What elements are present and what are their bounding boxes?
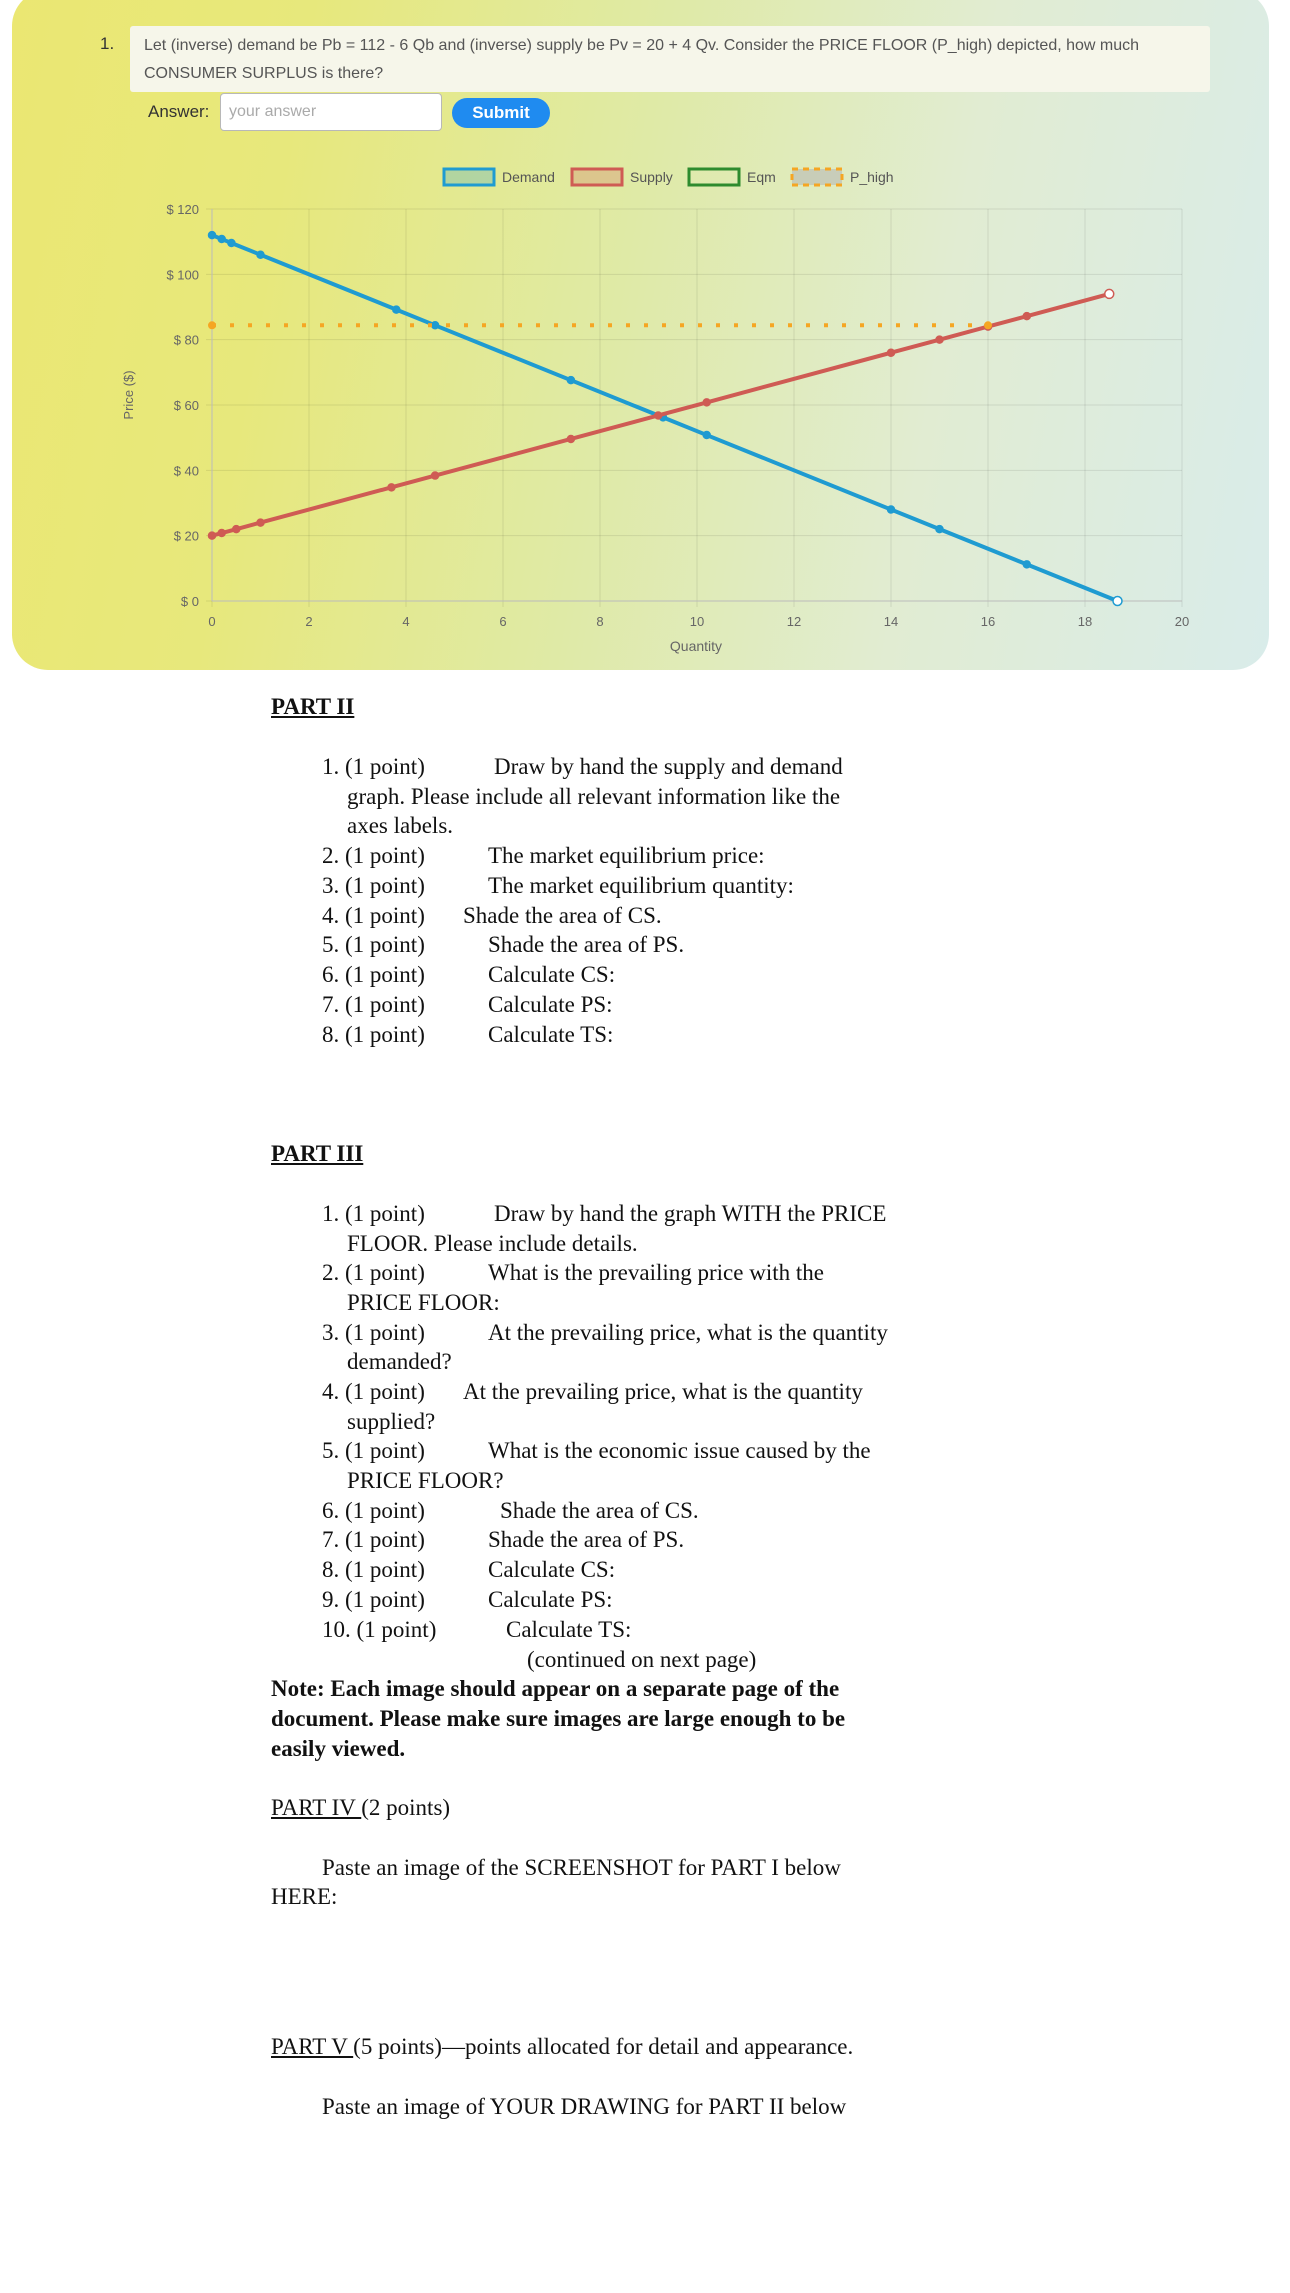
y-tick-label: $ 100: [166, 267, 199, 283]
x-axis-label: Quantity: [669, 638, 723, 654]
demand-point: [228, 239, 235, 246]
legend-label-demand: Demand: [502, 169, 555, 185]
x-tick-label: 12: [786, 614, 802, 629]
legend-label-supply: Supply: [630, 169, 673, 185]
supply-point: [655, 412, 662, 419]
p3-item-5-cont: PRICE FLOOR?: [347, 1468, 504, 1493]
x-tick-label: 8: [596, 614, 604, 629]
y-tick-label: $ 20: [173, 528, 199, 544]
supply-point: [1023, 313, 1030, 320]
continued-note: (continued on next page): [527, 1647, 757, 1672]
question-number: 1.: [100, 34, 115, 53]
chart-axes: [166, 202, 1189, 629]
demand-point: [888, 506, 895, 513]
y-tick-label: $ 0: [180, 594, 199, 609]
demand-point: [257, 251, 264, 258]
p3-item-1-text: Draw by hand the graph WITH the PRICE: [494, 1201, 887, 1226]
y-axis-label: Price ($): [121, 370, 136, 420]
supply-point: [233, 526, 240, 533]
p3-item-2-text: What is the prevailing price with the: [488, 1260, 824, 1285]
y-tick-label: $ 60: [173, 398, 199, 413]
note-line: easily viewed.: [271, 1736, 406, 1761]
note-line: Note: Each image should appear on a separate page of the: [271, 1676, 840, 1701]
part4-heading-line: [271, 1793, 450, 1822]
question-card: [12, 0, 1269, 670]
p3-item-7-text: Shade the area of PS.: [488, 1527, 685, 1552]
y-tick-label: $ 120: [166, 202, 199, 217]
p3-item-3-num: 3. (1 point): [322, 1320, 425, 1345]
p-high-point: [984, 321, 992, 329]
question-text: Let (inverse) demand be Pb = 112 - 6 Qb and (inverse) supply be Pv = 20 + 4 Qv. Consider the PRICE FLOOR (P_high) depicted, how much CONSUMER SURPLUS is there?: [144, 37, 1140, 82]
p3-item-9-num: 9. (1 point): [322, 1587, 425, 1612]
supply-demand-chart: [12, 0, 1269, 670]
part5-heading-line: [271, 2032, 853, 2061]
p3-item-3-text: At the prevailing price, what is the quantity: [488, 1320, 888, 1345]
p3-item-7-num: 7. (1 point): [322, 1527, 425, 1552]
p3-item-2-num: 2. (1 point): [322, 1260, 425, 1285]
p3-item-1-num: 1. (1 point): [322, 1201, 425, 1226]
p3-item-4-cont: supplied?: [347, 1409, 436, 1434]
legend-swatch-eqm: [689, 169, 739, 185]
note-line: document. Please make sure images are large enough to be: [271, 1706, 846, 1731]
part4-text: HERE:: [271, 1884, 338, 1909]
p2-item-1-text: Draw by hand the supply and demand: [494, 754, 843, 779]
chart-series: [208, 232, 1122, 606]
part2-heading: PART II: [271, 694, 355, 719]
x-tick-label: 0: [208, 614, 216, 629]
legend-swatch-supply: [572, 169, 622, 185]
legend-label-eqm: Eqm: [747, 169, 776, 185]
supply-point: [432, 472, 439, 479]
p3-item-1-cont: FLOOR. Please include details.: [347, 1231, 638, 1256]
p2-item-2-text: The market equilibrium price:: [488, 843, 765, 868]
part4-text: Paste an image of the SCREENSHOT for PART I below: [322, 1855, 841, 1880]
demand-point: [936, 526, 943, 533]
p3-item-10-num: 10. (1 point): [322, 1617, 437, 1642]
submit-button[interactable]: Submit: [452, 98, 550, 128]
p-high-point: [208, 321, 216, 329]
part3-heading: PART III: [271, 1141, 364, 1166]
part4-points: (2 points): [361, 1795, 451, 1820]
part5-points: (5 points)—points allocated for detail and appearance.: [353, 2034, 854, 2059]
demand-point: [218, 236, 225, 243]
x-tick-label: 16: [980, 614, 996, 629]
p2-item-5-text: Shade the area of PS.: [488, 932, 685, 957]
p2-item-4-num: 4. (1 point): [322, 903, 425, 928]
supply-point: [936, 336, 943, 343]
p2-item-3-text: The market equilibrium quantity:: [488, 873, 794, 898]
p3-item-4-num: 4. (1 point): [322, 1379, 425, 1404]
p2-item-8-num: 8. (1 point): [322, 1022, 425, 1047]
p2-item-4-text: Shade the area of CS.: [463, 903, 662, 928]
part5-heading: PART V: [271, 2034, 354, 2059]
demand-point: [393, 306, 400, 313]
p3-item-5-num: 5. (1 point): [322, 1438, 425, 1463]
p2-item-8-text: Calculate TS:: [488, 1022, 614, 1047]
p2-item-7-num: 7. (1 point): [322, 992, 425, 1017]
part4-heading: PART IV: [271, 1795, 362, 1820]
supply-point: [567, 435, 574, 442]
p2-item-2-num: 2. (1 point): [322, 843, 425, 868]
x-tick-label: 2: [305, 614, 313, 629]
p2-item-6-num: 6. (1 point): [322, 962, 425, 987]
p3-item-10-text: Calculate TS:: [506, 1617, 632, 1642]
demand-point: [209, 232, 216, 239]
demand-point: [567, 377, 574, 384]
x-tick-label: 18: [1077, 614, 1093, 629]
y-tick-label: $ 80: [173, 332, 199, 348]
p3-item-3-cont: demanded?: [347, 1349, 452, 1374]
p3-item-9-text: Calculate PS:: [488, 1587, 613, 1612]
supply-point: [888, 349, 895, 356]
demand-point: [703, 432, 710, 439]
demand-point: [432, 322, 439, 329]
part5-text: Paste an image of YOUR DRAWING for PART II below: [322, 2094, 847, 2119]
answer-label: Answer:: [148, 102, 210, 121]
supply-point: [703, 399, 710, 406]
chart-grid: [206, 209, 1182, 607]
demand-point: [1023, 561, 1030, 568]
p3-item-8-text: Calculate CS:: [488, 1557, 616, 1582]
supply-point: [388, 484, 395, 491]
p3-item-4-text: At the prevailing price, what is the quantity: [463, 1379, 863, 1404]
x-tick-label: 14: [883, 614, 899, 629]
p3-item-5-text: What is the economic issue caused by the: [488, 1438, 871, 1463]
supply-point: [257, 519, 264, 526]
p2-item-1-cont: axes labels.: [347, 813, 454, 838]
supply-point: [209, 532, 216, 539]
p3-item-6-num: 6. (1 point): [322, 1498, 425, 1523]
x-tick-label: 10: [689, 614, 705, 629]
supply-point: [1105, 289, 1114, 298]
p2-item-1-cont: graph. Please include all relevant information like the: [347, 784, 841, 809]
legend-swatch-demand: [444, 169, 494, 185]
y-tick-label: $ 40: [173, 463, 199, 479]
p2-item-3-num: 3. (1 point): [322, 873, 425, 898]
p2-item-5-num: 5. (1 point): [322, 932, 425, 957]
p3-item-8-num: 8. (1 point): [322, 1557, 425, 1582]
demand-point: [1113, 597, 1122, 606]
legend-label-p-high: P_high: [850, 169, 894, 185]
x-tick-label: 20: [1174, 614, 1190, 629]
p3-item-6-text: Shade the area of CS.: [500, 1498, 699, 1523]
chart-legend[interactable]: [444, 169, 894, 185]
p2-item-7-text: Calculate PS:: [488, 992, 613, 1017]
p3-item-2-cont: PRICE FLOOR:: [347, 1290, 500, 1315]
p2-item-1-num: 1. (1 point): [322, 754, 425, 779]
p2-item-6-text: Calculate CS:: [488, 962, 616, 987]
supply-point: [218, 530, 225, 537]
legend-swatch-p-high: [792, 169, 842, 185]
x-tick-label: 4: [402, 614, 410, 629]
x-tick-label: 6: [499, 614, 507, 629]
